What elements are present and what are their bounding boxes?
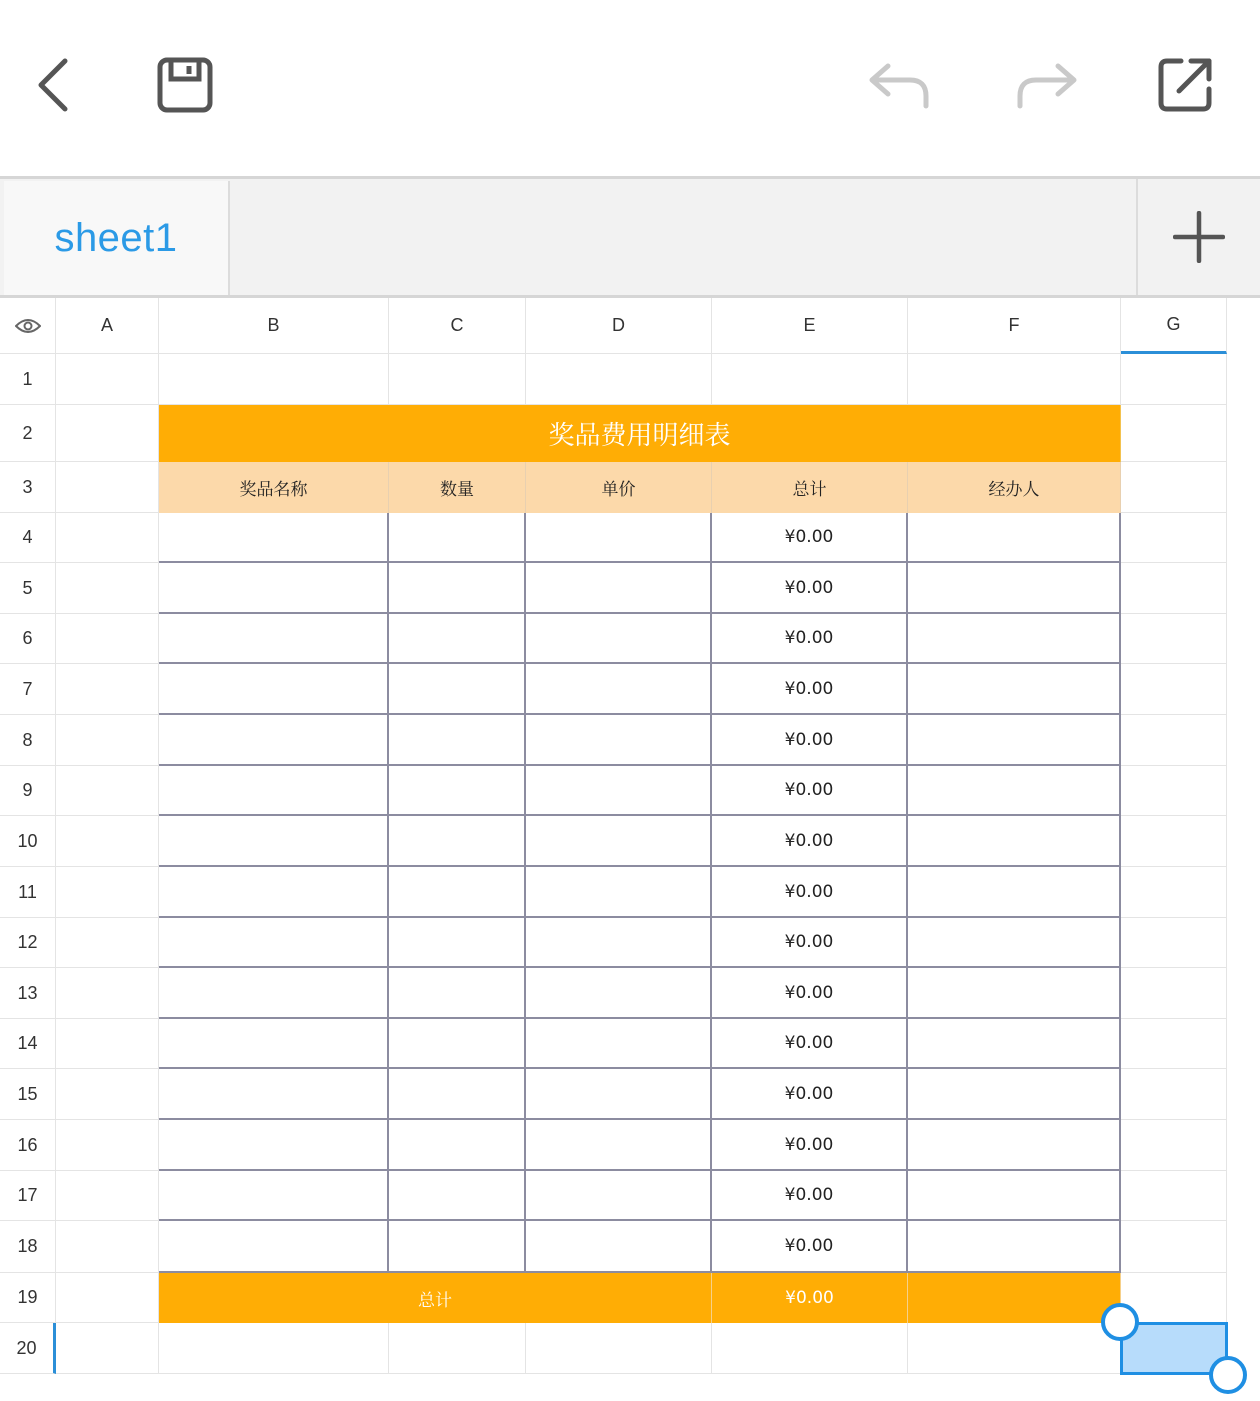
total-handler-cell[interactable] — [908, 1273, 1121, 1323]
back-button[interactable] — [18, 50, 88, 120]
grid-cell[interactable] — [56, 1120, 159, 1171]
column-header[interactable]: C — [389, 298, 526, 354]
column-header[interactable]: B — [159, 298, 389, 354]
table-cell[interactable] — [908, 1069, 1121, 1120]
grid-cell[interactable] — [159, 1323, 389, 1374]
row-header[interactable]: 10 — [0, 816, 56, 867]
row-header[interactable]: 11 — [0, 867, 56, 918]
grid-cell[interactable] — [389, 1323, 526, 1374]
row-header[interactable]: 17 — [0, 1171, 56, 1221]
table-cell[interactable] — [526, 918, 712, 968]
table-cell[interactable] — [526, 816, 712, 867]
table-cell[interactable] — [389, 1069, 526, 1120]
table-cell[interactable]: ¥0.00 — [712, 1019, 908, 1069]
redo-button[interactable] — [1012, 50, 1082, 120]
grid-cell[interactable] — [712, 1323, 908, 1374]
table-cell[interactable] — [159, 1019, 389, 1069]
column-header[interactable]: D — [526, 298, 712, 354]
row-header[interactable]: 1 — [0, 354, 56, 405]
table-cell[interactable]: ¥0.00 — [712, 715, 908, 766]
total-value[interactable]: ¥0.00 — [712, 1273, 908, 1323]
grid-cell[interactable] — [56, 563, 159, 614]
table-cell[interactable] — [526, 867, 712, 918]
table-cell[interactable] — [526, 563, 712, 614]
toolbar — [0, 0, 1260, 176]
table-cell[interactable] — [389, 918, 526, 968]
row-header[interactable]: 20 — [0, 1323, 56, 1374]
grid-cell[interactable] — [526, 354, 712, 405]
grid-cell[interactable] — [1121, 1221, 1227, 1273]
table-cell[interactable]: ¥0.00 — [712, 867, 908, 918]
table-cell[interactable] — [389, 1171, 526, 1221]
table-cell[interactable] — [526, 1069, 712, 1120]
selection-handle-end[interactable] — [1209, 1356, 1247, 1394]
table-cell[interactable] — [159, 513, 389, 563]
table-cell[interactable] — [526, 614, 712, 664]
table-cell[interactable] — [526, 766, 712, 816]
grid-cell[interactable] — [1121, 354, 1227, 405]
table-cell[interactable] — [908, 1120, 1121, 1171]
table-cell[interactable] — [908, 664, 1121, 715]
row-header[interactable]: 15 — [0, 1069, 56, 1120]
grid-cell[interactable] — [56, 1019, 159, 1069]
row-header[interactable]: 13 — [0, 968, 56, 1019]
table-cell[interactable] — [908, 1221, 1121, 1273]
table-cell[interactable] — [389, 715, 526, 766]
grid-cell[interactable] — [712, 354, 908, 405]
grid-cell[interactable] — [56, 1323, 159, 1374]
table-cell[interactable] — [908, 715, 1121, 766]
table-cell[interactable] — [159, 1069, 389, 1120]
table-cell[interactable] — [908, 1019, 1121, 1069]
table-cell[interactable] — [526, 664, 712, 715]
table-cell[interactable]: ¥0.00 — [712, 563, 908, 614]
table-cell[interactable] — [389, 1019, 526, 1069]
table-cell[interactable] — [389, 968, 526, 1019]
table-cell[interactable] — [526, 1221, 712, 1273]
table-cell[interactable] — [389, 563, 526, 614]
row-header[interactable]: 3 — [0, 462, 56, 513]
grid-cell[interactable] — [1121, 715, 1227, 766]
grid-cell[interactable] — [526, 1323, 712, 1374]
grid-cell[interactable] — [56, 513, 159, 563]
grid-cell[interactable] — [56, 715, 159, 766]
grid-cell[interactable] — [1121, 462, 1227, 513]
grid-cell[interactable] — [56, 918, 159, 968]
column-header[interactable]: F — [908, 298, 1121, 354]
grid-cell[interactable] — [1121, 614, 1227, 664]
grid-cell[interactable] — [1121, 766, 1227, 816]
spreadsheet-grid[interactable] — [0, 298, 1260, 1401]
table-cell[interactable] — [159, 614, 389, 664]
row-header[interactable]: 12 — [0, 918, 56, 968]
table-cell[interactable]: ¥0.00 — [712, 513, 908, 563]
grid-cell[interactable] — [56, 1273, 159, 1323]
grid-cell[interactable] — [908, 354, 1121, 405]
grid-cell[interactable] — [1121, 405, 1227, 462]
selection-handle-start[interactable] — [1101, 1303, 1139, 1341]
table-header-cell[interactable]: 总计 — [712, 462, 908, 513]
grid-cell[interactable] — [1121, 1171, 1227, 1221]
row-header[interactable]: 14 — [0, 1019, 56, 1069]
table-cell[interactable]: ¥0.00 — [712, 968, 908, 1019]
table-cell[interactable]: ¥0.00 — [712, 1120, 908, 1171]
chevron-left-icon — [33, 55, 73, 115]
column-header[interactable]: E — [712, 298, 908, 354]
table-cell[interactable] — [908, 614, 1121, 664]
grid-cell[interactable] — [1121, 816, 1227, 867]
row-header[interactable]: 18 — [0, 1221, 56, 1273]
grid-cell[interactable] — [56, 816, 159, 867]
table-cell[interactable] — [389, 1120, 526, 1171]
table-cell[interactable]: ¥0.00 — [712, 766, 908, 816]
add-sheet-button[interactable] — [1136, 179, 1260, 295]
grid-cell[interactable] — [56, 766, 159, 816]
table-title[interactable]: 奖品费用明细表 — [159, 405, 1121, 462]
table-cell[interactable] — [159, 1221, 389, 1273]
save-button[interactable] — [150, 50, 220, 120]
column-header[interactable]: G — [1121, 298, 1227, 354]
table-cell[interactable] — [908, 867, 1121, 918]
grid-cell[interactable] — [56, 1171, 159, 1221]
table-cell[interactable] — [526, 1019, 712, 1069]
grid-cell[interactable] — [56, 614, 159, 664]
grid-cell[interactable] — [1121, 918, 1227, 968]
grid-cell[interactable] — [56, 968, 159, 1019]
table-cell[interactable] — [159, 664, 389, 715]
grid-cell[interactable] — [1121, 1069, 1227, 1120]
grid-cell[interactable] — [1121, 1019, 1227, 1069]
grid-cell[interactable] — [1121, 867, 1227, 918]
table-cell[interactable] — [908, 968, 1121, 1019]
row-header[interactable]: 8 — [0, 715, 56, 766]
table-cell[interactable] — [908, 918, 1121, 968]
table-header-cell[interactable]: 数量 — [389, 462, 526, 513]
table-header-cell[interactable]: 奖品名称 — [159, 462, 389, 513]
undo-icon — [866, 60, 932, 110]
table-cell[interactable] — [908, 1171, 1121, 1221]
table-header-cell[interactable]: 经办人 — [908, 462, 1121, 513]
table-cell[interactable] — [389, 614, 526, 664]
eye-icon — [15, 317, 41, 335]
table-cell[interactable] — [389, 766, 526, 816]
grid-cell[interactable] — [389, 354, 526, 405]
share-export-icon — [1153, 53, 1217, 117]
table-cell[interactable] — [389, 513, 526, 563]
grid-cell[interactable] — [56, 1221, 159, 1273]
table-cell[interactable] — [389, 816, 526, 867]
table-cell[interactable] — [908, 766, 1121, 816]
table-cell[interactable] — [159, 1120, 389, 1171]
table-cell[interactable] — [159, 563, 389, 614]
grid-cell[interactable] — [159, 354, 389, 405]
table-cell[interactable]: ¥0.00 — [712, 664, 908, 715]
table-cell[interactable] — [908, 513, 1121, 563]
column-header[interactable]: A — [56, 298, 159, 354]
grid-cell[interactable] — [908, 1323, 1121, 1374]
floppy-disk-icon — [155, 55, 215, 115]
grid-cell[interactable] — [56, 405, 159, 462]
visibility-toggle[interactable] — [0, 298, 56, 354]
sheet-tab-active[interactable] — [4, 181, 230, 295]
table-cell[interactable]: ¥0.00 — [712, 614, 908, 664]
table-cell[interactable]: ¥0.00 — [712, 1171, 908, 1221]
table-cell[interactable] — [159, 1171, 389, 1221]
table-cell[interactable] — [389, 867, 526, 918]
sheet-tab-bar — [0, 176, 1260, 298]
table-cell[interactable] — [159, 715, 389, 766]
table-cell[interactable] — [389, 664, 526, 715]
table-cell[interactable]: ¥0.00 — [712, 918, 908, 968]
grid-cell[interactable] — [56, 462, 159, 513]
sheet-tab-label: sheet1 — [54, 215, 178, 260]
table-cell[interactable] — [389, 1221, 526, 1273]
table-cell[interactable] — [526, 715, 712, 766]
table-cell[interactable]: ¥0.00 — [712, 816, 908, 867]
table-cell[interactable] — [159, 816, 389, 867]
total-label[interactable]: 总计 — [159, 1273, 712, 1323]
grid-cell[interactable] — [1121, 968, 1227, 1019]
grid-cell[interactable] — [1121, 563, 1227, 614]
table-cell[interactable] — [159, 918, 389, 968]
table-cell[interactable] — [159, 867, 389, 918]
row-header[interactable]: 16 — [0, 1120, 56, 1171]
grid-cell[interactable] — [56, 1069, 159, 1120]
table-cell[interactable] — [908, 816, 1121, 867]
table-cell[interactable]: ¥0.00 — [712, 1069, 908, 1120]
table-cell[interactable] — [526, 1120, 712, 1171]
table-cell[interactable] — [159, 766, 389, 816]
row-header[interactable]: 4 — [0, 513, 56, 563]
grid-cell[interactable] — [56, 867, 159, 918]
grid-cell[interactable] — [56, 664, 159, 715]
grid-cell[interactable] — [1121, 1120, 1227, 1171]
row-header[interactable]: 6 — [0, 614, 56, 664]
redo-icon — [1014, 60, 1080, 110]
row-header[interactable]: 19 — [0, 1273, 56, 1323]
share-button[interactable] — [1150, 50, 1220, 120]
grid-cell[interactable] — [1121, 513, 1227, 563]
table-cell[interactable] — [159, 968, 389, 1019]
table-cell[interactable] — [526, 513, 712, 563]
row-header[interactable]: 2 — [0, 405, 56, 462]
grid-cell[interactable] — [1121, 664, 1227, 715]
table-cell[interactable]: ¥0.00 — [712, 1221, 908, 1273]
table-cell[interactable] — [526, 1171, 712, 1221]
undo-button[interactable] — [864, 50, 934, 120]
row-header[interactable]: 7 — [0, 664, 56, 715]
grid-cell[interactable] — [56, 354, 159, 405]
table-cell[interactable] — [526, 968, 712, 1019]
table-cell[interactable] — [908, 563, 1121, 614]
row-header[interactable]: 5 — [0, 563, 56, 614]
row-header[interactable]: 9 — [0, 766, 56, 816]
table-header-cell[interactable]: 单价 — [526, 462, 712, 513]
plus-icon — [1173, 211, 1225, 263]
